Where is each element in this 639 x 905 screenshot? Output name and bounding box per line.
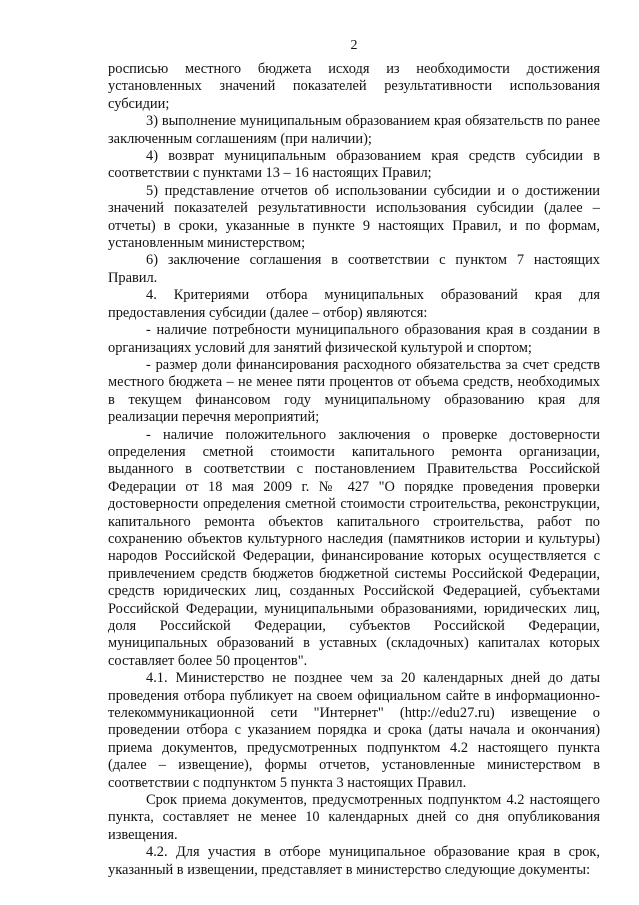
page-number: 2 — [350, 38, 358, 53]
paragraph: Срок приема документов, предусмотренных подпунктом 4.2 настоящего пункта, составляет не менее 10 календарных дней со дня опубликования извещения. — [108, 792, 600, 843]
paragraph: 6) заключение соглашения в соответствии с пунктом 7 настоящих Правил. — [108, 252, 600, 286]
document-body — [108, 61, 600, 879]
paragraph: 5) представление отчетов об использовании субсидии и о достижении значений показателей результативности использования субсидии (далее – отчеты) в сроки, указанные в пункте 9 настоящих Правил, и по формам, установленным министерством; — [108, 182, 600, 252]
paragraph: - наличие положительного заключения о проверке достоверности определения сметной стоимости капитального ремонта организации, выданного в соответствии с постановлением Правительства Российской Федерации от 18 мая 2009 г. № 427 "О порядке проведения проверки достоверности определения сметной стоимости строительства, реконструкции, капитального ремонта объектов капитального строительства, работ по сохранению объектов культурного наследия (памятников истории и культуры) народов Российской Федерации, финансирование которых осуществляется с привлечением средств бюджетов бюджетной системы Российской Федерации, средств юридических лиц, созданных Российской Федерацией, субъектами Российской Федерации, муниципальными образованиями, юридических лиц, доля Российской Федерации, субъектов Российской Федерации, муниципальных образований в уставных (складочных) капиталах которых составляет более 50 процентов". — [108, 426, 600, 669]
paragraph: 3) выполнение муниципальным образованием края обязательств по ранее заключенным соглашениям (при наличии); — [108, 113, 600, 147]
paragraph: росписью местного бюджета исходя из необходимости достижения установленных значений показателей результативности использования субсидии; — [108, 61, 600, 112]
paragraph: 4) возврат муниципальным образованием края средств субсидии в соответствии с пунктами 13 – 16 настоящих Правил; — [108, 148, 600, 182]
paragraph: - размер доли финансирования расходного обязательства за счет средств местного бюджета – не менее пяти процентов от объема средств, необходимых в текущем финансовом году муниципальному образованию края для реализации перечня мероприятий; — [108, 356, 600, 426]
paragraph: 4.1. Министерство не позднее чем за 20 календарных дней до даты проведения отбора публикует на своем официальном сайте в информационно-телекоммуникационной сети "Интернет" (http://edu27.ru) извещение о проведении отбора с указанием порядка и срока (даты начала и окончания) приема документов, предусмотренных подпунктом 4.2 настоящего пункта (далее – извещение), формы отчетов, установленные министерством в соответствии с подпунктом 5 пункта 3 настоящих Правил. — [108, 670, 600, 791]
paragraph: 4.2. Для участия в отборе муниципальное образование края в срок, указанный в извещении, представляет в министерство следующие документы: — [108, 844, 600, 878]
paragraph: - наличие потребности муниципального образования края в создании в организациях условий для занятий физической культурой и спортом; — [108, 322, 600, 356]
paragraph: 4. Критериями отбора муниципальных образований края для предоставления субсидии (далее – отбор) являются: — [108, 287, 600, 321]
